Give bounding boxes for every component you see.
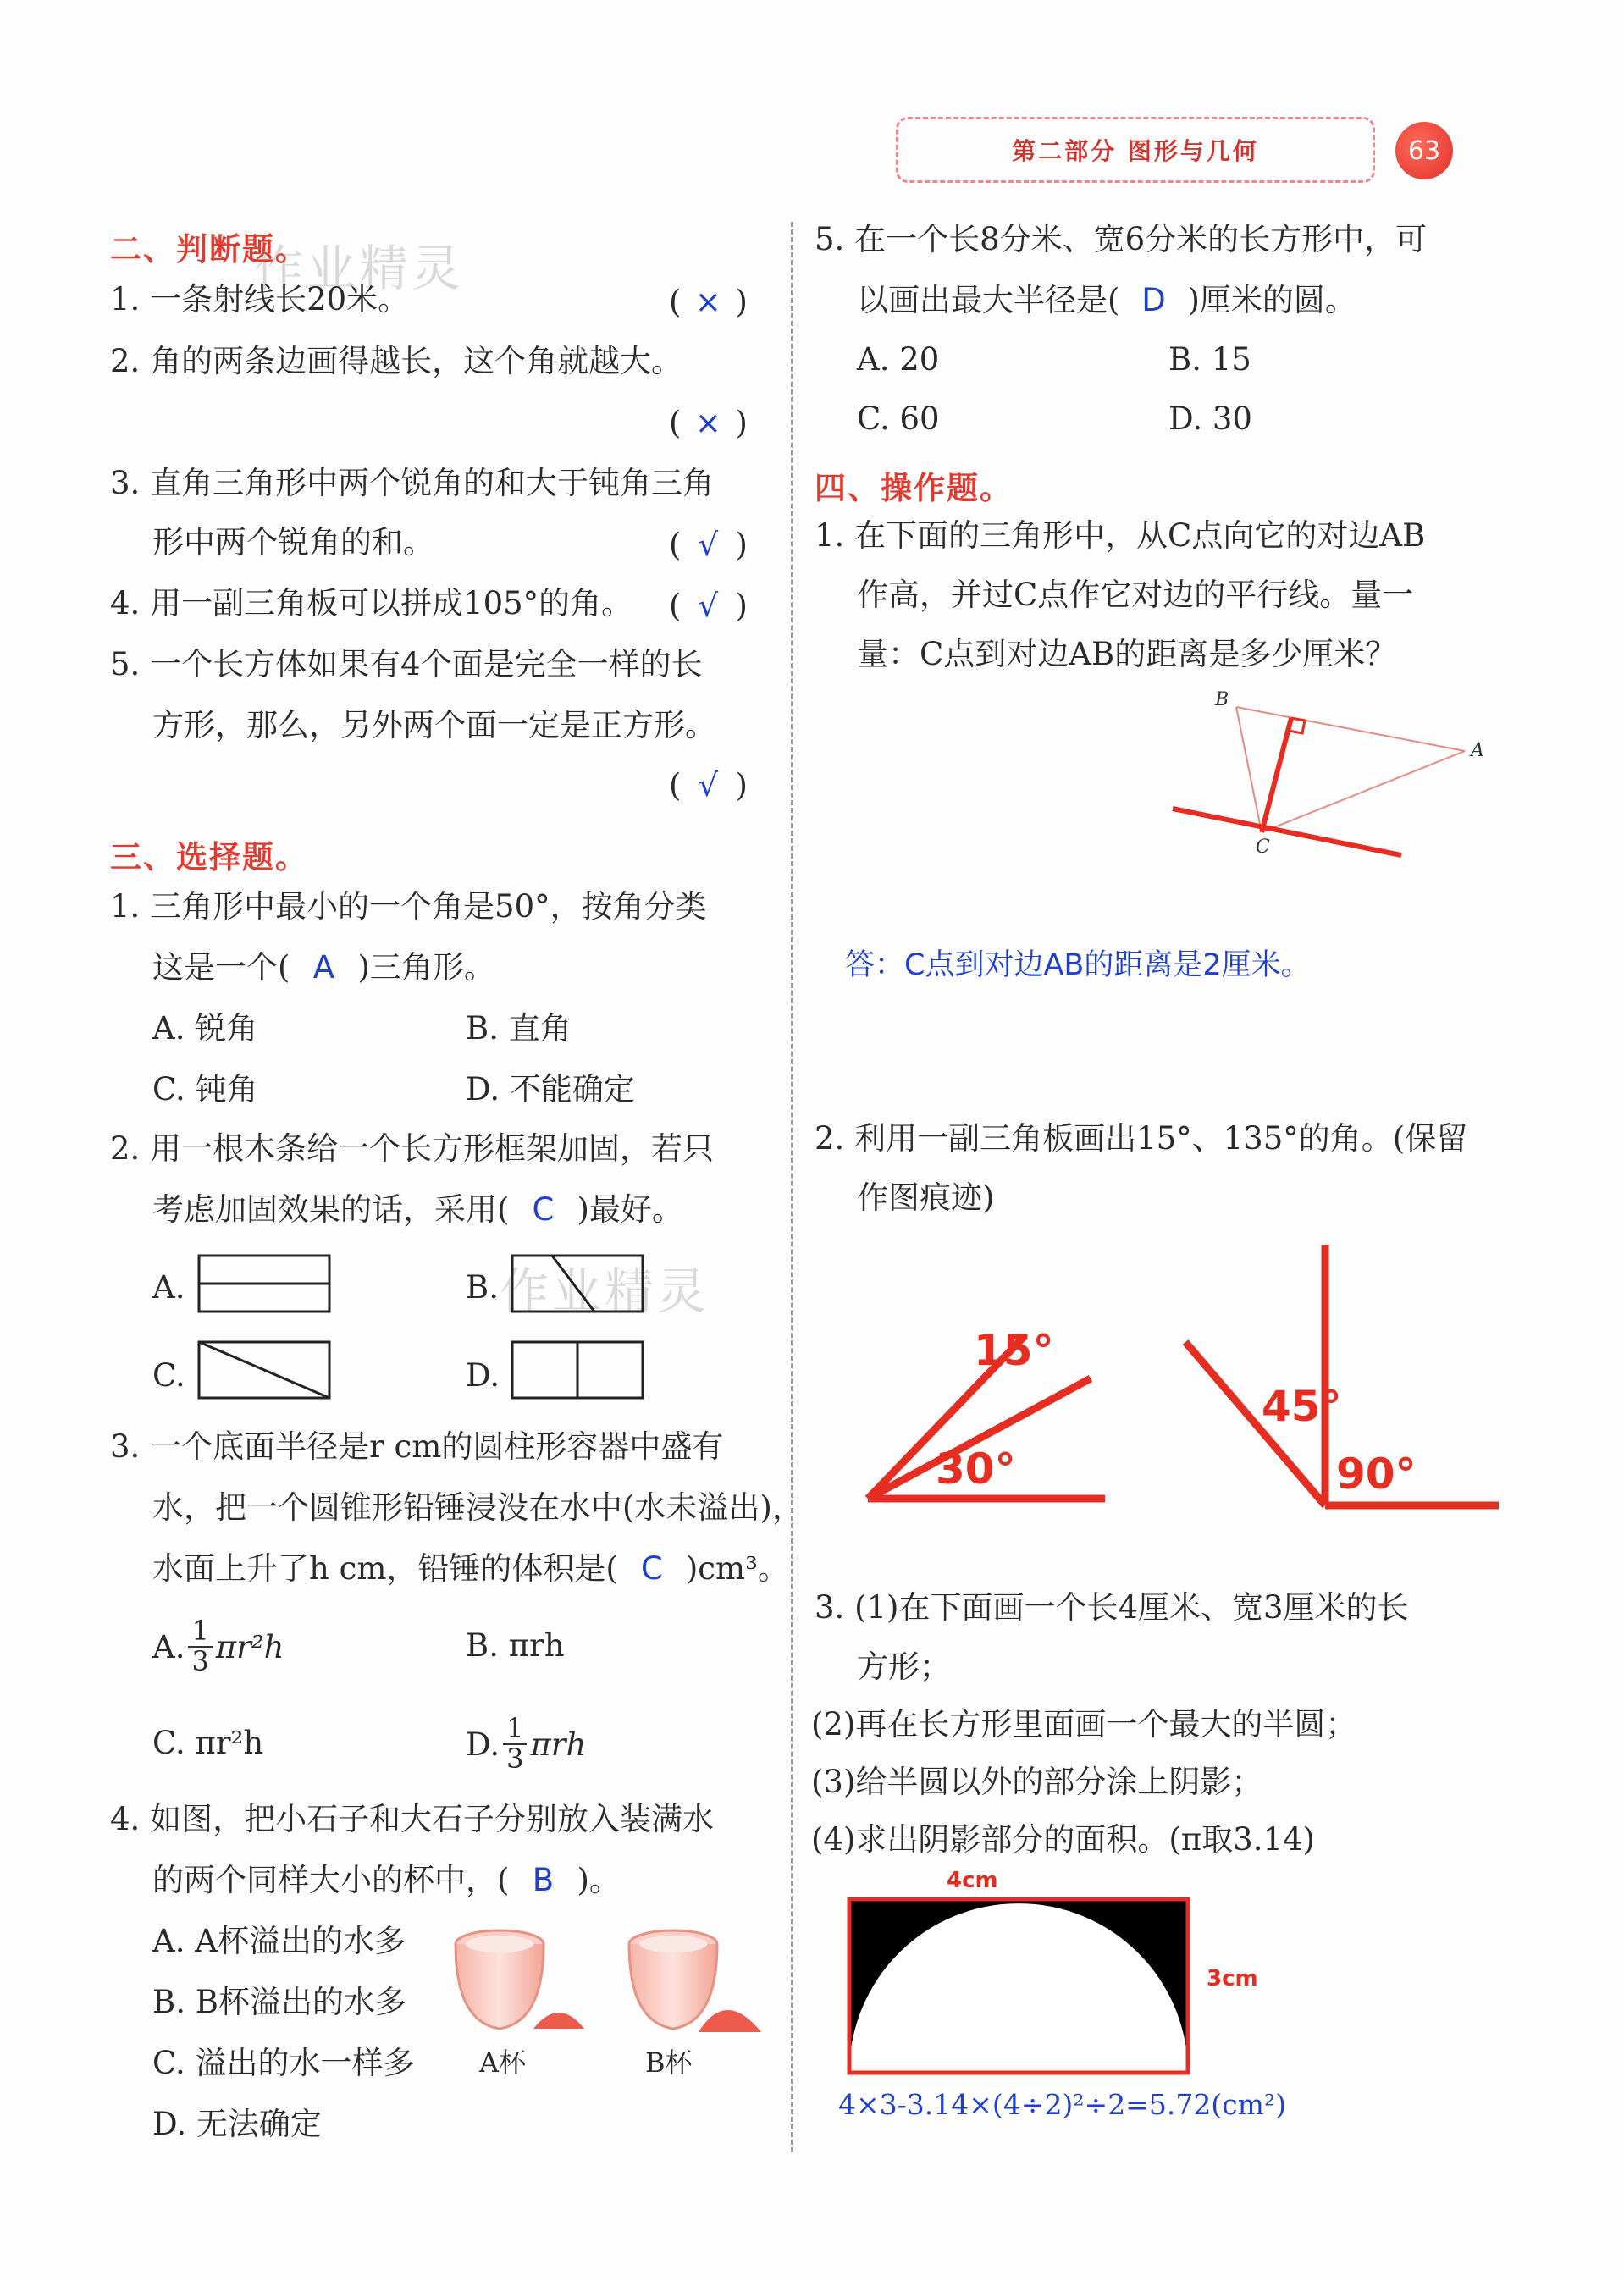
r-q5-optB: B. 15	[1168, 341, 1251, 378]
s3-q1-optC: C. 钝角	[152, 1071, 258, 1107]
fraction-one-third: $\frac{1}{3}$	[188, 1617, 212, 1676]
s2-q5-line2: 方形，那么，另外两个面一定是正方形。	[152, 707, 716, 743]
r-q5-optC: C. 60	[857, 400, 940, 437]
page-number: 63	[1395, 122, 1453, 179]
s3-q1-optB: B. 直角	[466, 1010, 572, 1047]
r-op1-answer: 答：C点到对边AB的距离是2厘米。	[845, 948, 1311, 982]
angle-135-drawing	[1185, 1245, 1499, 1505]
r-q5-optD: D. 30	[1168, 400, 1252, 437]
r-op2-line1: 2. 利用一副三角板画出15°、135°的角。(保留	[815, 1120, 1468, 1157]
s3-q1-answer: A	[312, 949, 335, 986]
column-divider	[791, 222, 793, 2152]
s3-q4-optC: C. 溢出的水一样多	[152, 2045, 415, 2081]
triangle-figure	[1164, 682, 1486, 859]
r-op3-line3: (2)再在长方形里面画一个最大的半圆；	[811, 1706, 1357, 1743]
s2-q5-paren: ( √ )	[669, 767, 748, 804]
s2-q1-paren: ( × )	[669, 284, 748, 320]
r-op2-line2: 作图痕迹)	[857, 1179, 995, 1216]
rect-option-c	[196, 1339, 332, 1400]
s3-q1-line1: 1. 三角形中最小的一个角是50°，按角分类	[110, 888, 707, 925]
angle-30-label: 30°	[936, 1444, 1016, 1494]
s3-q4-line1: 4. 如图，把小石子和大石子分别放入装满水	[110, 1801, 715, 1837]
s3-q3-line2: 水，把一个圆锥形铅锤浸没在水中(水未溢出)，	[152, 1489, 804, 1526]
section-3-title: 三、选择题。	[110, 839, 308, 875]
s2-q2-answer: ×	[694, 405, 721, 441]
watermark: 作业精灵	[254, 240, 465, 297]
s2-q3-line2: 形中两个锐角的和。	[152, 524, 434, 561]
s3-q3-optC: C. πr²h	[152, 1725, 264, 1761]
s2-q2-paren: ( × )	[669, 405, 748, 441]
width-label: 4cm	[947, 1868, 998, 1893]
cup-a-label: A杯	[479, 2046, 527, 2079]
rect-option-a	[196, 1253, 332, 1314]
s3-q2-optB: B.	[466, 1269, 499, 1306]
watermark-2: 作业精灵	[500, 1262, 710, 1320]
angle-45-label: 45°	[1262, 1382, 1342, 1431]
cup-b-label: B杯	[645, 2046, 693, 2079]
r-op3-line1: 3. (1)在下面画一个长4厘米、宽3厘米的长	[815, 1589, 1409, 1626]
s3-q1-optA: A. 锐角	[152, 1010, 258, 1047]
s3-q1-line2: 这是一个( A )三角形。	[152, 949, 495, 986]
s3-q4-optB: B. B杯溢出的水多	[152, 1984, 406, 2020]
r-op1-line3: 量：C点到对边AB的距离是多少厘米？	[857, 636, 1397, 672]
r-q5-line2: 以画出最大半径是( D )厘米的圆。	[857, 282, 1356, 318]
cup-b-icon	[629, 1930, 761, 2032]
angle-90-label: 90°	[1336, 1450, 1417, 1499]
r-op3-line2: 方形；	[857, 1649, 951, 1685]
s3-q2-answer: C	[532, 1191, 555, 1228]
s3-q3-line3: 水面上升了h cm，铅锤的体积是( C )cm³。	[152, 1550, 789, 1587]
r-q5-optA: A. 20	[857, 341, 940, 378]
label-b: B	[1215, 689, 1229, 710]
angle-15-drawing	[868, 1326, 1105, 1499]
s3-q2-line1: 2. 用一根木条给一个长方形框架加固，若只	[110, 1130, 715, 1167]
s3-q1-optD: D. 不能确定	[466, 1071, 635, 1107]
r-q5-line1: 5. 在一个长8分米、宽6分米的长方形中，可	[815, 221, 1428, 257]
label-c: C	[1256, 837, 1270, 858]
fraction-one-third-d: $\frac{1}{3}$	[503, 1715, 527, 1773]
angle-15-label: 15°	[974, 1326, 1054, 1375]
s2-q3-answer: √	[698, 527, 719, 563]
r-op1-line2: 作高，并过C点作它对边的平行线。量一	[857, 577, 1414, 613]
rect-option-d	[510, 1339, 645, 1400]
cup-a-icon	[456, 1930, 584, 2029]
s3-q3-line1: 3. 一个底面半径是r cm的圆柱形容器中盛有	[110, 1428, 724, 1465]
s2-q5-line1: 5. 一个长方体如果有4个面是完全一样的长	[110, 646, 703, 682]
r-op1-line1: 1. 在下面的三角形中，从C点向它的对边AB	[815, 517, 1426, 554]
s3-q3-answer: C	[640, 1550, 663, 1587]
s3-q2-optD: D.	[466, 1357, 500, 1394]
s3-q4-optD: D. 无法确定	[152, 2106, 322, 2142]
s2-q1: 1. 一条射线长20米。	[110, 281, 410, 318]
angles-figure	[855, 1236, 1516, 1516]
s3-q4-optA: A. A杯溢出的水多	[152, 1923, 406, 1959]
s3-q3-optD: D. $\frac{1}{3}$ πrh	[466, 1712, 587, 1775]
height-label: 3cm	[1207, 1966, 1258, 1991]
s3-q2-optC: C.	[152, 1357, 185, 1394]
s2-q4-paren: ( √ )	[669, 588, 748, 624]
s3-q4-line2: 的两个同样大小的杯中，( B )。	[152, 1862, 621, 1898]
r-op3-line5: (4)求出阴影部分的面积。(π取3.14)	[811, 1821, 1315, 1858]
s2-q4: 4. 用一副三角板可以拼成105°的角。	[110, 585, 633, 621]
s2-q2: 2. 角的两条边画得越长，这个角就越大。	[110, 343, 683, 379]
s2-q5-answer: √	[698, 767, 719, 804]
section-4-title: 四、操作题。	[815, 470, 1013, 506]
s2-q3-line1: 3. 直角三角形中两个锐角的和大于钝角三角	[110, 465, 715, 501]
section-2-title: 二、判断题。	[110, 231, 308, 268]
s2-q3-paren: ( √ )	[669, 527, 748, 563]
s3-q3-optA: A. $\frac{1}{3}$ πr²h	[152, 1615, 284, 1677]
s3-q3-optB: B. πrh	[466, 1627, 565, 1664]
page-header: 第二部分 图形与几何	[896, 117, 1375, 183]
s3-q4-answer: B	[532, 1862, 555, 1898]
rect-option-b	[510, 1253, 645, 1314]
s2-q4-answer: √	[698, 588, 719, 624]
s2-q1-answer: ×	[694, 284, 721, 320]
s3-q2-line2: 考虑加固效果的话，采用( C )最好。	[152, 1191, 683, 1228]
r-op3-line4: (3)给半圆以外的部分涂上阴影；	[811, 1764, 1263, 1800]
semicircle-figure	[845, 1895, 1201, 2081]
r-op3-formula: 4×3-3.14×(4÷2)²÷2=5.72(cm²)	[838, 2088, 1287, 2121]
label-a: A	[1471, 740, 1484, 761]
r-q5-answer: D	[1141, 282, 1166, 318]
s3-q2-optA: A.	[152, 1269, 185, 1306]
